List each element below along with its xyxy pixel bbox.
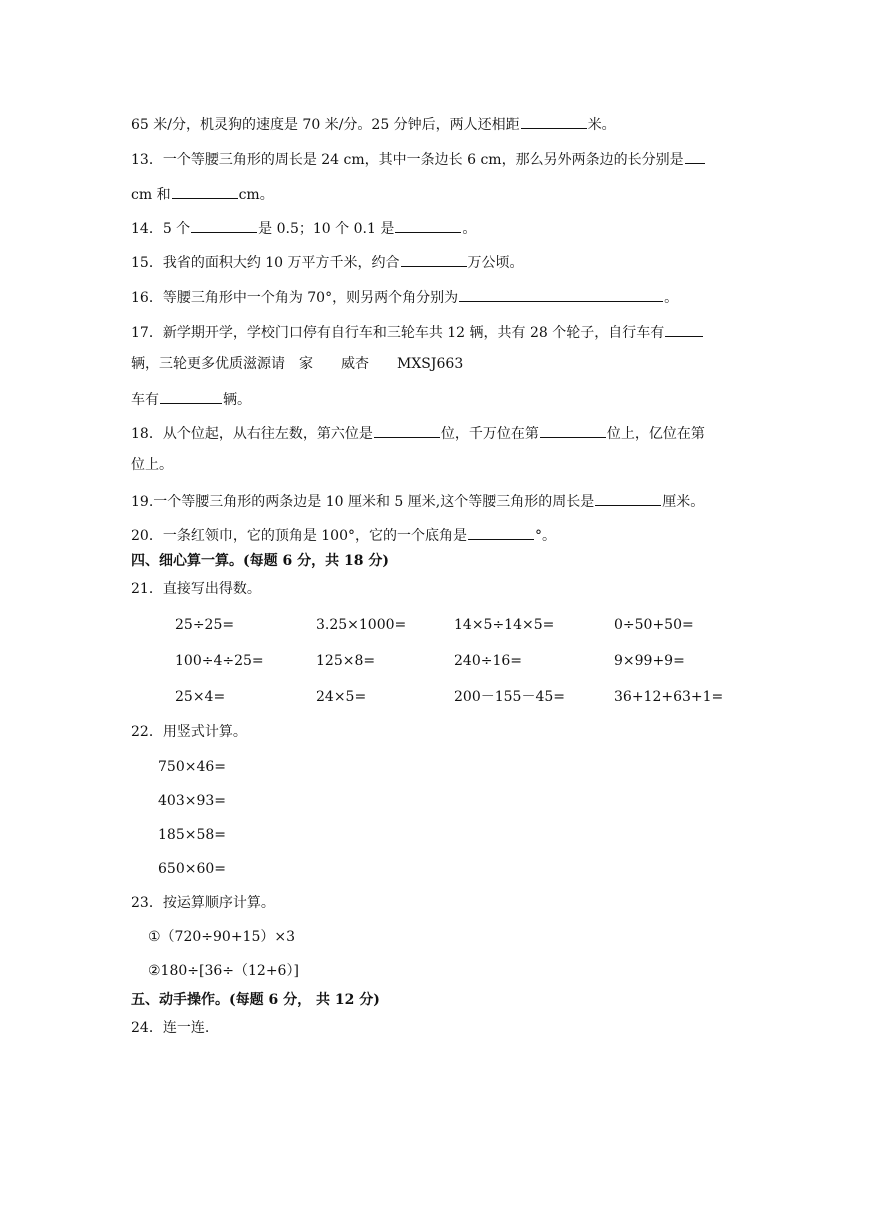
answer-blank[interactable]: [374, 421, 440, 438]
question-20: 20．一条红领巾，它的顶角是 100°，它的一个底角是 °。: [131, 523, 556, 546]
calc-item: 240÷16=: [454, 653, 522, 669]
calc-item: 3.25×1000=: [316, 617, 407, 633]
question-24: 24．连一连.: [131, 1020, 210, 1036]
calc-item: 36+12+63+1=: [614, 689, 724, 705]
question-13: 13．一个等腰三角形的周长是 24 cm，其中一条边长 6 cm，那么另外两条边的长分别是: [131, 147, 706, 170]
calc-item: 14×5÷14×5=: [454, 617, 555, 633]
answer-blank[interactable]: [685, 147, 705, 164]
answer-blank[interactable]: [172, 182, 238, 199]
question-18-line2: 位上。: [131, 457, 173, 473]
answer-blank[interactable]: [595, 489, 661, 506]
vertical-calc-item: 403×93=: [158, 793, 226, 809]
answer-blank[interactable]: [395, 216, 461, 233]
order-calc-item: ①（720÷90+15）×3: [148, 929, 295, 945]
question-19: 19.一个等腰三角形的两条边是 10 厘米和 5 厘米,这个等腰三角形的周长是 厘米。: [131, 489, 704, 512]
question-23: 23．按运算顺序计算。: [131, 895, 275, 911]
answer-blank[interactable]: [401, 250, 467, 267]
answer-blank[interactable]: [540, 421, 606, 438]
vertical-calc-item: 650×60=: [158, 861, 226, 877]
question-17: 17．新学期开学，学校门口停有自行车和三轮车共 12 辆，共有 28 个轮子，自行车有: [131, 320, 704, 343]
calc-item: 25×4=: [175, 689, 226, 705]
question-16: 16．等腰三角形中一个角为 70°，则另两个角分别为 。: [131, 285, 678, 308]
calc-item: 24×5=: [316, 689, 367, 705]
answer-blank[interactable]: [459, 285, 663, 302]
answer-blank[interactable]: [521, 112, 587, 129]
answer-blank[interactable]: [160, 387, 222, 404]
question-15: 15．我省的面积大约 10 万平方千米，约合 万公顷。: [131, 250, 524, 273]
section-4-heading: 四、细心算一算。(每题 6 分，共 18 分): [131, 553, 389, 569]
calc-item: 100÷4÷25=: [175, 653, 264, 669]
order-calc-item: ②180÷[36÷（12+6）]: [148, 963, 299, 979]
question-21: 21．直接写出得数。: [131, 581, 261, 597]
answer-blank[interactable]: [191, 216, 257, 233]
question-22: 22．用竖式计算。: [131, 724, 247, 740]
vertical-calc-item: 185×58=: [158, 827, 226, 843]
question-14: 14．5 个 是 0.5；10 个 0.1 是 。: [131, 216, 476, 239]
question-12-continuation: 65 米/分，机灵狗的速度是 70 米/分。25 分钟后，两人还相距 米。: [131, 112, 616, 135]
question-13-line2: cm 和 cm。: [131, 182, 274, 205]
calc-item: 200－155－45=: [454, 689, 565, 705]
answer-blank[interactable]: [468, 523, 534, 540]
question-18: 18．从个位起，从右往左数，第六位是 位，千万位在第 位上，亿位在第: [131, 421, 705, 444]
answer-blank[interactable]: [665, 320, 703, 337]
section-5-heading: 五、动手操作。(每题 6 分， 共 12 分): [131, 992, 380, 1008]
vertical-calc-item: 750×46=: [158, 759, 226, 775]
calc-item: 9×99+9=: [614, 653, 685, 669]
question-17-line3: 车有 辆。: [131, 387, 251, 410]
calc-item: 0÷50+50=: [614, 617, 694, 633]
calc-item: 25÷25=: [175, 617, 235, 633]
calc-item: 125×8=: [316, 653, 376, 669]
question-17-line2: 辆，三轮更多优质滋源请 家 威杏 MXSJ663: [131, 356, 464, 372]
